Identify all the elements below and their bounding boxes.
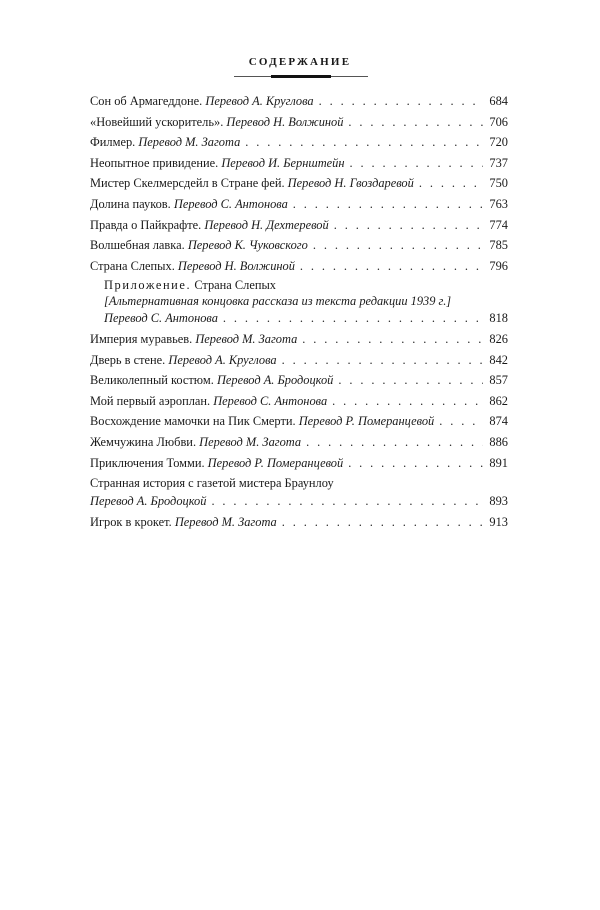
- toc-entry[interactable]: [90, 195, 508, 213]
- page-number: 891: [489, 455, 508, 470]
- story-title: Страна Слепых.: [90, 258, 175, 273]
- story-title: Волшебная лавка.: [90, 238, 185, 253]
- translator: Перевод М. Загота: [174, 514, 277, 529]
- toc-entry[interactable]: [90, 174, 508, 192]
- toc-entry[interactable]: [90, 154, 508, 172]
- translator: Перевод А. Бродоцкой: [216, 373, 334, 388]
- appendix-title: Страна Слепых: [194, 278, 277, 293]
- table-of-contents: [90, 92, 508, 533]
- page-number: 886: [489, 434, 508, 449]
- dot-leader: [223, 309, 483, 327]
- dot-leader: [439, 412, 483, 430]
- page-number: 862: [489, 393, 508, 408]
- dot-leader: [282, 513, 483, 531]
- appendix-label: Приложение.: [104, 278, 192, 293]
- page-number: 796: [489, 258, 508, 273]
- page-number: 874: [489, 414, 508, 429]
- toc-entry[interactable]: [90, 236, 508, 254]
- story-title: Неопытное привидение.: [90, 155, 219, 170]
- toc-entry[interactable]: [90, 133, 508, 151]
- story-title: Дверь в стене.: [90, 352, 166, 367]
- page-number: 706: [489, 114, 508, 129]
- page-title: СОДЕРЖАНИЕ: [248, 56, 352, 68]
- page-number: 842: [489, 352, 508, 367]
- translator: Перевод И. Бернштейн: [221, 155, 345, 170]
- toc-entry[interactable]: [90, 433, 508, 451]
- story-title: Восхождение мамочки на Пик Смерти.: [90, 414, 296, 429]
- dot-leader: [334, 216, 483, 234]
- translator: Перевод Н. Волжиной: [177, 258, 295, 273]
- translator: Перевод М. Загота: [138, 135, 241, 150]
- page-number: 684: [489, 94, 508, 108]
- dot-leader: [282, 351, 483, 369]
- page-number: 763: [489, 196, 508, 211]
- page-number: 893: [489, 494, 508, 509]
- page-number: 750: [489, 176, 508, 191]
- page-number: 818: [489, 311, 508, 326]
- translator: Перевод Н. Волжиной: [226, 114, 344, 129]
- toc-entry[interactable]: [90, 392, 508, 410]
- dot-leader: [211, 492, 483, 510]
- toc-entry[interactable]: [90, 371, 508, 389]
- toc-entry[interactable]: [90, 92, 508, 110]
- story-title: Великолепный костюм.: [90, 373, 214, 388]
- dot-leader: [348, 113, 483, 131]
- story-title: Приключения Томми.: [90, 455, 205, 470]
- toc-entry[interactable]: [90, 351, 508, 369]
- toc-entry[interactable]: [90, 412, 508, 430]
- story-title: Империя муравьев.: [90, 331, 193, 346]
- dot-leader: [306, 433, 483, 451]
- translator: Перевод С. Антонова: [213, 393, 328, 408]
- dot-leader: [300, 257, 483, 275]
- dot-leader: [348, 454, 483, 472]
- dot-leader: [319, 92, 483, 110]
- dot-leader: [302, 330, 483, 348]
- translator: Перевод Н. Гвоздаревой: [287, 176, 414, 191]
- translator: Перевод А. Бродоцкой: [90, 494, 207, 509]
- translator: Перевод М. Загота: [199, 434, 302, 449]
- toc-entry[interactable]: [90, 257, 508, 275]
- story-title: Игрок в крокет.: [90, 514, 172, 529]
- translator: Перевод Р. Померанцевой: [298, 414, 435, 429]
- page-number: 913: [489, 514, 508, 529]
- toc-appendix-entry[interactable]: [90, 277, 508, 327]
- toc-entry[interactable]: [90, 474, 508, 510]
- story-title: Жемчужина Любви.: [90, 434, 197, 449]
- toc-entry[interactable]: [90, 330, 508, 348]
- story-title: Сон об Армагеддоне.: [90, 94, 203, 108]
- story-title: Мистер Скелмерсдейл в Стране фей.: [90, 176, 285, 191]
- translator: Перевод М. Загота: [195, 331, 298, 346]
- dot-leader: [293, 195, 483, 213]
- story-title: Странная история с газетой мистера Браунлоу: [90, 476, 334, 491]
- translator: Перевод А. Круглова: [205, 94, 314, 108]
- toc-entry[interactable]: [90, 216, 508, 234]
- page-number: 785: [489, 238, 508, 253]
- dot-leader: [419, 174, 483, 192]
- page-number: 774: [489, 217, 508, 232]
- toc-entry[interactable]: [90, 454, 508, 472]
- page-number: 737: [489, 155, 508, 170]
- title-rule-accent: [271, 75, 331, 78]
- dot-leader: [313, 236, 483, 254]
- story-title: Мой первый аэроплан.: [90, 393, 211, 408]
- translator: Перевод С. Антонова: [173, 196, 288, 211]
- page-number: 826: [489, 331, 508, 346]
- translator: Перевод А. Круглова: [168, 352, 277, 367]
- toc-entry[interactable]: [90, 513, 508, 531]
- dot-leader: [338, 371, 483, 389]
- translator: Перевод К. Чуковского: [187, 238, 308, 253]
- appendix-heading: [90, 277, 508, 293]
- page-number: 720: [489, 135, 508, 150]
- page-number: 857: [489, 373, 508, 388]
- dot-leader: [332, 392, 483, 410]
- story-title: Правда о Пайкрафте.: [90, 217, 202, 232]
- dot-leader: [350, 154, 483, 172]
- dot-leader: [245, 133, 483, 151]
- story-title: Филмер.: [90, 135, 136, 150]
- translator: Перевод Н. Дехтеревой: [204, 217, 329, 232]
- translator: Перевод С. Антонова: [104, 311, 218, 326]
- story-title: «Новейший ускоритель».: [90, 114, 224, 129]
- appendix-note: [Альтернативная концовка рассказа из текста редакции 1939 г.]: [104, 294, 452, 309]
- story-title: Долина пауков.: [90, 196, 171, 211]
- translator: Перевод Р. Померанцевой: [207, 455, 344, 470]
- toc-entry[interactable]: [90, 113, 508, 131]
